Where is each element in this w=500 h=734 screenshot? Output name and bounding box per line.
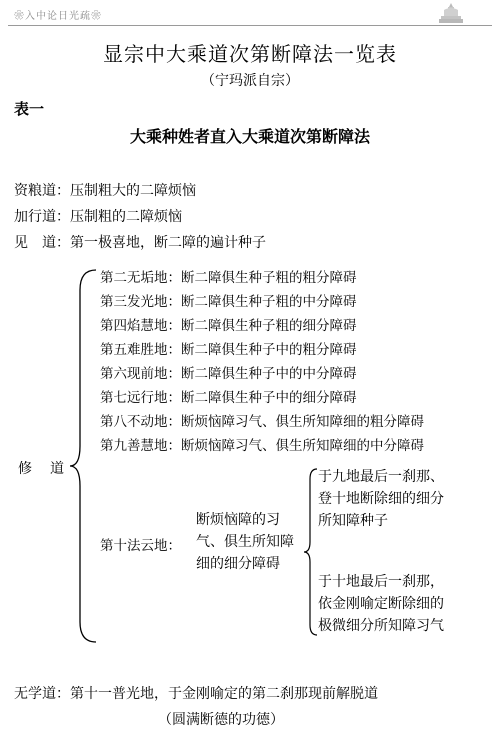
path-desc: 第一极喜地，断二障的遍计种子 — [70, 235, 266, 251]
path-desc: 压制粗的二障烦恼 — [70, 209, 182, 225]
stupa-logo-icon — [438, 2, 464, 24]
ground-row — [100, 290, 357, 310]
table-title: 大乘种姓者直入大乘道次第断障法 — [129, 127, 370, 146]
path-name: 无学道： — [14, 686, 70, 702]
ground-desc: 断二障俱生种子中的细分障碍 — [181, 390, 357, 406]
ground-name: 第四焰慧地： — [100, 318, 181, 334]
ground-row — [100, 386, 357, 406]
path-desc: 第十一普光地，于金刚喻定的第二刹那现前解脱道 — [70, 686, 378, 702]
tenth-stage-line: 所知障种子 — [318, 513, 388, 529]
path-name: 加行道： — [14, 209, 70, 225]
ground-row — [100, 314, 357, 334]
ground-desc: 断烦恼障习气、俱生所知障细的中分障碍 — [181, 438, 424, 454]
tenth-ground-name: 第十法云地： — [100, 538, 181, 554]
lotus-mark-icon: ❀ — [91, 11, 102, 22]
ground-row — [100, 266, 357, 286]
tenth-stage-line: 于十地最后一刹那， — [318, 574, 444, 590]
ground-desc: 断烦恼障习气、俱生所知障细的粗分障碍 — [181, 414, 424, 430]
document-title: 显宗中大乘道次第断障法一览表 — [103, 42, 397, 66]
document-subtitle: （宁玛派自宗） — [201, 73, 299, 89]
tenth-desc-line: 细的细分障碍 — [196, 556, 280, 572]
tenth-stage-line: 登十地断除细的细分 — [318, 491, 444, 507]
ground-name: 第二无垢地： — [100, 270, 181, 286]
tenth-stage-line: 依金刚喻定断除细的 — [318, 596, 444, 612]
running-title: 入中论日光疏 — [25, 11, 91, 22]
ground-name: 第三发光地： — [100, 294, 181, 310]
ground-row — [100, 434, 424, 454]
ground-row — [100, 338, 357, 358]
path-desc: 压制粗大的二障烦恼 — [70, 183, 196, 199]
tenth-stage-line: 于九地最后一刹那、 — [318, 469, 444, 485]
running-header — [14, 7, 102, 22]
path-name: 资粮道： — [14, 183, 70, 199]
ground-name: 第七远行地： — [100, 390, 181, 406]
tenth-stage — [318, 466, 444, 532]
no-more-learning-row — [14, 683, 378, 703]
tenth-ground-desc — [196, 509, 294, 575]
path-row — [14, 232, 266, 252]
path-name: 见 道： — [14, 235, 70, 251]
lotus-mark-icon: ❀ — [14, 11, 25, 22]
tenth-desc-line: 气、俱生所知障 — [196, 534, 294, 550]
main-brace — [68, 266, 100, 646]
ground-name: 第九善慧地： — [100, 438, 181, 454]
ground-desc: 断二障俱生种子中的粗分障碍 — [181, 342, 357, 358]
cultivation-path-label: 修 道 — [18, 461, 66, 477]
ground-row — [100, 362, 357, 382]
path-row — [14, 206, 182, 226]
ground-desc: 断二障俱生种子粗的中分障碍 — [181, 294, 357, 310]
ground-name: 第五难胜地： — [100, 342, 181, 358]
header-rule — [8, 25, 492, 26]
path-row — [14, 180, 196, 200]
ground-row — [100, 410, 424, 430]
ground-desc: 断二障俱生种子粗的细分障碍 — [181, 318, 357, 334]
ground-name: 第六现前地： — [100, 366, 181, 382]
table-label: 表一 — [14, 100, 45, 118]
ground-name: 第八不动地： — [100, 414, 181, 430]
tenth-desc-line: 断烦恼障的习 — [196, 512, 280, 528]
ground-desc: 断二障俱生种子中的中分障碍 — [181, 366, 357, 382]
ground-desc: 断二障俱生种子粗的粗分障碍 — [181, 270, 357, 286]
tenth-stage-line: 极微细分所知障习气 — [318, 618, 444, 634]
no-more-learning-note: （圆满断德的功德） — [158, 712, 284, 728]
tenth-stage — [318, 571, 444, 637]
